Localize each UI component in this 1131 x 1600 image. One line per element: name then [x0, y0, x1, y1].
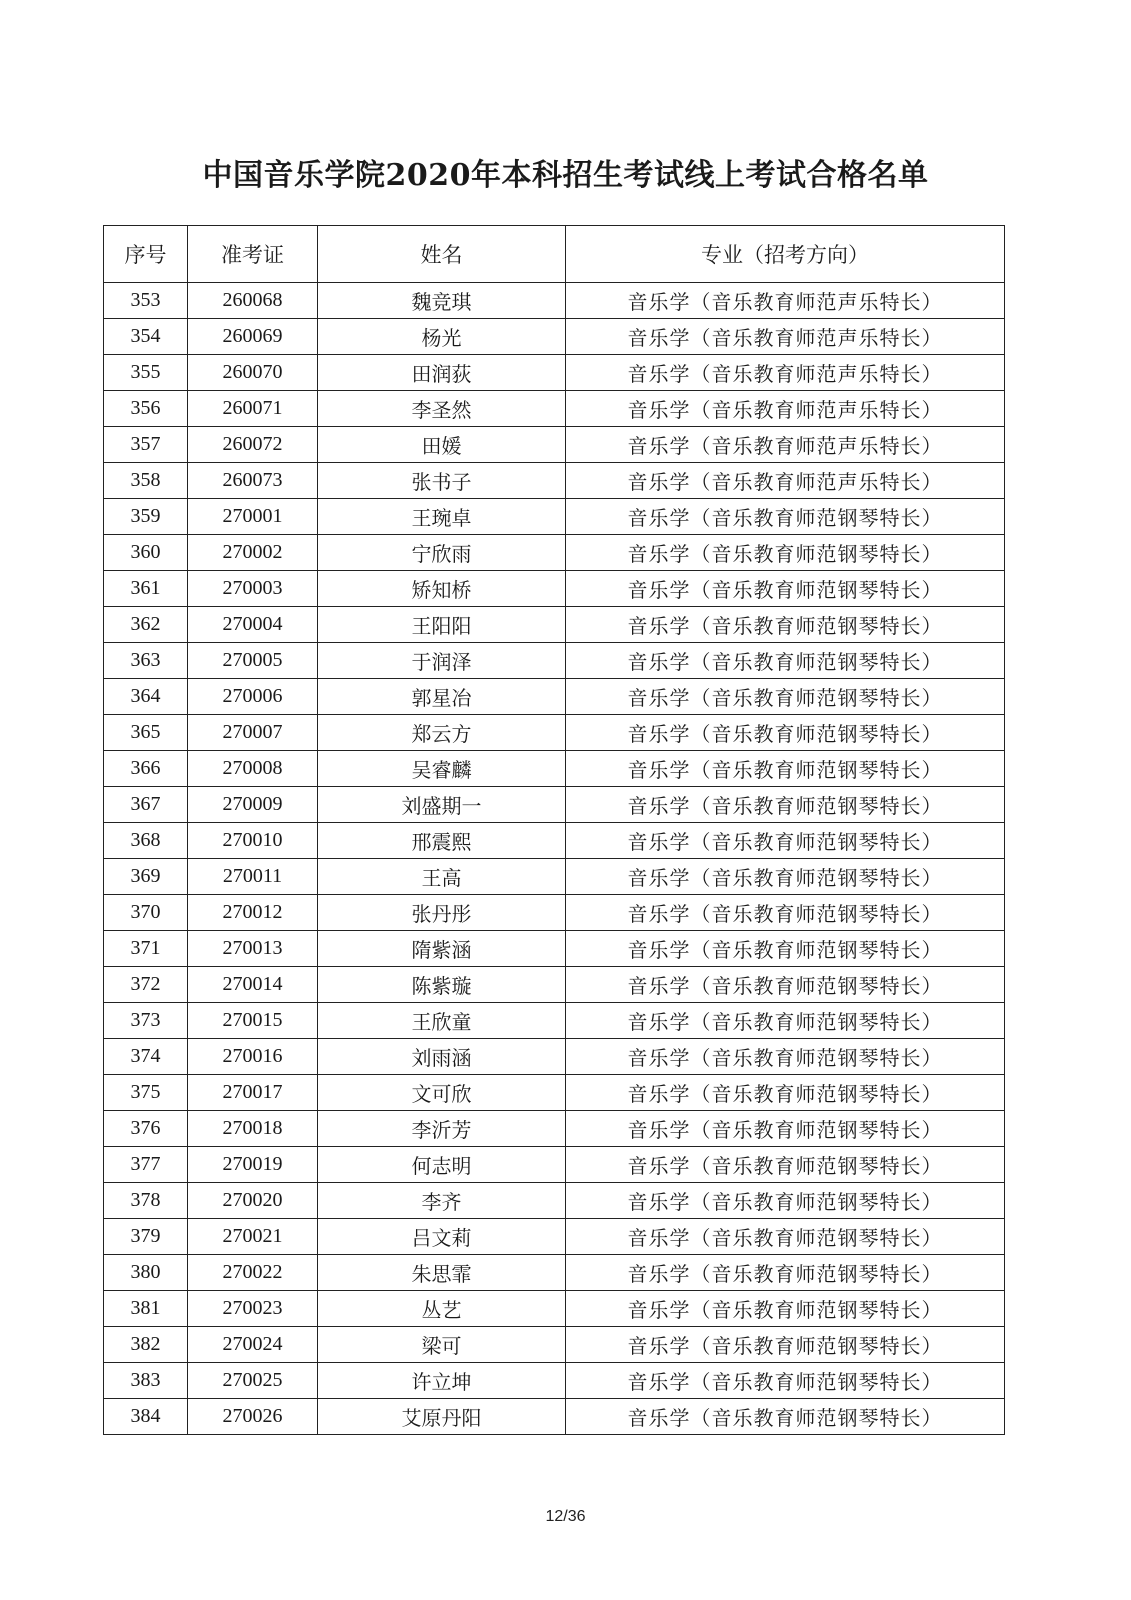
- cell-seq: 374: [104, 1039, 188, 1075]
- header-exam-id: 准考证: [188, 226, 318, 283]
- cell-major: 音乐学（音乐教育师范钢琴特长）: [566, 1219, 1005, 1255]
- cell-major: 音乐学（音乐教育师范声乐特长）: [566, 319, 1005, 355]
- cell-seq: 371: [104, 931, 188, 967]
- cell-seq: 376: [104, 1111, 188, 1147]
- header-major: 专业（招考方向）: [566, 226, 1005, 283]
- cell-name: 梁可: [318, 1327, 566, 1363]
- cell-major: 音乐学（音乐教育师范钢琴特长）: [566, 1291, 1005, 1327]
- cell-exam-id: 270024: [188, 1327, 318, 1363]
- cell-seq: 361: [104, 571, 188, 607]
- cell-major: 音乐学（音乐教育师范钢琴特长）: [566, 1147, 1005, 1183]
- cell-exam-id: 270003: [188, 571, 318, 607]
- cell-name: 吕文莉: [318, 1219, 566, 1255]
- cell-exam-id: 270009: [188, 787, 318, 823]
- cell-name: 张书子: [318, 463, 566, 499]
- cell-seq: 365: [104, 715, 188, 751]
- cell-exam-id: 270019: [188, 1147, 318, 1183]
- cell-name: 王欣童: [318, 1003, 566, 1039]
- cell-name: 郭星冶: [318, 679, 566, 715]
- cell-major: 音乐学（音乐教育师范钢琴特长）: [566, 1075, 1005, 1111]
- cell-seq: 353: [104, 283, 188, 319]
- page-title: 中国音乐学院2020年本科招生考试线上考试合格名单: [202, 158, 929, 193]
- header-row: [104, 226, 1005, 283]
- cell-seq: 354: [104, 319, 188, 355]
- cell-name: 于润泽: [318, 643, 566, 679]
- cell-name: 艾原丹阳: [318, 1399, 566, 1435]
- table-row: [104, 751, 1005, 787]
- table-row: [104, 643, 1005, 679]
- cell-seq: 362: [104, 607, 188, 643]
- table-row: [104, 931, 1005, 967]
- cell-major: 音乐学（音乐教育师范钢琴特长）: [566, 499, 1005, 535]
- cell-seq: 372: [104, 967, 188, 1003]
- cell-seq: 359: [104, 499, 188, 535]
- table-row: [104, 859, 1005, 895]
- table-row: [104, 1327, 1005, 1363]
- cell-name: 杨光: [318, 319, 566, 355]
- table-row: [104, 1003, 1005, 1039]
- table-row: [104, 283, 1005, 319]
- cell-name: 魏竞琪: [318, 283, 566, 319]
- cell-name: 刘盛期一: [318, 787, 566, 823]
- cell-name: 朱思霏: [318, 1255, 566, 1291]
- table-row: [104, 787, 1005, 823]
- table-row: [104, 319, 1005, 355]
- cell-seq: 368: [104, 823, 188, 859]
- cell-major: 音乐学（音乐教育师范钢琴特长）: [566, 1327, 1005, 1363]
- cell-exam-id: 270002: [188, 535, 318, 571]
- cell-exam-id: 270021: [188, 1219, 318, 1255]
- cell-name: 何志明: [318, 1147, 566, 1183]
- cell-name: 田媛: [318, 427, 566, 463]
- cell-seq: 378: [104, 1183, 188, 1219]
- table-row: [104, 1399, 1005, 1435]
- cell-seq: 367: [104, 787, 188, 823]
- cell-exam-id: 270007: [188, 715, 318, 751]
- cell-name: 李沂芳: [318, 1111, 566, 1147]
- cell-name: 宁欣雨: [318, 535, 566, 571]
- cell-major: 音乐学（音乐教育师范钢琴特长）: [566, 823, 1005, 859]
- cell-exam-id: 270010: [188, 823, 318, 859]
- cell-major: 音乐学（音乐教育师范钢琴特长）: [566, 1183, 1005, 1219]
- table-row: [104, 823, 1005, 859]
- cell-major: 音乐学（音乐教育师范钢琴特长）: [566, 859, 1005, 895]
- cell-seq: 370: [104, 895, 188, 931]
- cell-seq: 382: [104, 1327, 188, 1363]
- cell-exam-id: 260068: [188, 283, 318, 319]
- table-header: [104, 226, 1005, 283]
- cell-major: 音乐学（音乐教育师范声乐特长）: [566, 283, 1005, 319]
- cell-name: 矫知桥: [318, 571, 566, 607]
- cell-seq: 366: [104, 751, 188, 787]
- cell-exam-id: 270006: [188, 679, 318, 715]
- cell-major: 音乐学（音乐教育师范钢琴特长）: [566, 1039, 1005, 1075]
- cell-name: 田润荻: [318, 355, 566, 391]
- cell-seq: 363: [104, 643, 188, 679]
- cell-major: 音乐学（音乐教育师范钢琴特长）: [566, 1399, 1005, 1435]
- cell-name: 邢震熙: [318, 823, 566, 859]
- table-row: [104, 715, 1005, 751]
- cell-seq: 375: [104, 1075, 188, 1111]
- header-seq: 序号: [104, 226, 188, 283]
- cell-exam-id: 270016: [188, 1039, 318, 1075]
- table-row: [104, 1075, 1005, 1111]
- table-row: [104, 1219, 1005, 1255]
- cell-seq: 379: [104, 1219, 188, 1255]
- cell-name: 陈紫璇: [318, 967, 566, 1003]
- cell-exam-id: 270023: [188, 1291, 318, 1327]
- cell-name: 丛艺: [318, 1291, 566, 1327]
- cell-exam-id: 260071: [188, 391, 318, 427]
- table-row: [104, 1291, 1005, 1327]
- cell-exam-id: 270004: [188, 607, 318, 643]
- cell-major: 音乐学（音乐教育师范钢琴特长）: [566, 535, 1005, 571]
- cell-seq: 358: [104, 463, 188, 499]
- cell-seq: 360: [104, 535, 188, 571]
- cell-major: 音乐学（音乐教育师范钢琴特长）: [566, 571, 1005, 607]
- table-row: [104, 895, 1005, 931]
- cell-seq: 377: [104, 1147, 188, 1183]
- cell-exam-id: 260070: [188, 355, 318, 391]
- cell-name: 许立坤: [318, 1363, 566, 1399]
- table-row: [104, 499, 1005, 535]
- cell-name: 王琬卓: [318, 499, 566, 535]
- cell-name: 张丹彤: [318, 895, 566, 931]
- cell-seq: 373: [104, 1003, 188, 1039]
- table-row: [104, 427, 1005, 463]
- table-row: [104, 571, 1005, 607]
- cell-name: 吴睿麟: [318, 751, 566, 787]
- table-row: [104, 391, 1005, 427]
- table-row: [104, 1111, 1005, 1147]
- table-row: [104, 1255, 1005, 1291]
- table-row: [104, 967, 1005, 1003]
- cell-major: 音乐学（音乐教育师范钢琴特长）: [566, 715, 1005, 751]
- cell-major: 音乐学（音乐教育师范钢琴特长）: [566, 787, 1005, 823]
- table-row: [104, 355, 1005, 391]
- cell-exam-id: 270015: [188, 1003, 318, 1039]
- cell-major: 音乐学（音乐教育师范钢琴特长）: [566, 679, 1005, 715]
- cell-exam-id: 270018: [188, 1111, 318, 1147]
- table-row: [104, 1363, 1005, 1399]
- cell-name: 文可欣: [318, 1075, 566, 1111]
- cell-major: 音乐学（音乐教育师范钢琴特长）: [566, 751, 1005, 787]
- cell-major: 音乐学（音乐教育师范声乐特长）: [566, 355, 1005, 391]
- cell-exam-id: 270022: [188, 1255, 318, 1291]
- cell-major: 音乐学（音乐教育师范钢琴特长）: [566, 931, 1005, 967]
- cell-exam-id: 270013: [188, 931, 318, 967]
- cell-name: 李齐: [318, 1183, 566, 1219]
- cell-exam-id: 260073: [188, 463, 318, 499]
- table-row: [104, 679, 1005, 715]
- cell-exam-id: 270014: [188, 967, 318, 1003]
- cell-seq: 384: [104, 1399, 188, 1435]
- cell-major: 音乐学（音乐教育师范钢琴特长）: [566, 1111, 1005, 1147]
- table-row: [104, 1039, 1005, 1075]
- table-row: [104, 535, 1005, 571]
- cell-exam-id: 270011: [188, 859, 318, 895]
- cell-seq: 380: [104, 1255, 188, 1291]
- cell-seq: 356: [104, 391, 188, 427]
- table-row: [104, 463, 1005, 499]
- cell-seq: 381: [104, 1291, 188, 1327]
- cell-exam-id: 260072: [188, 427, 318, 463]
- cell-exam-id: 270025: [188, 1363, 318, 1399]
- cell-name: 王高: [318, 859, 566, 895]
- table-row: [104, 607, 1005, 643]
- cell-seq: 357: [104, 427, 188, 463]
- table-row: [104, 1183, 1005, 1219]
- cell-major: 音乐学（音乐教育师范钢琴特长）: [566, 967, 1005, 1003]
- cell-exam-id: 270020: [188, 1183, 318, 1219]
- cell-seq: 364: [104, 679, 188, 715]
- header-name: 姓名: [318, 226, 566, 283]
- cell-major: 音乐学（音乐教育师范钢琴特长）: [566, 607, 1005, 643]
- cell-name: 王阳阳: [318, 607, 566, 643]
- cell-exam-id: 270026: [188, 1399, 318, 1435]
- cell-seq: 383: [104, 1363, 188, 1399]
- cell-exam-id: 260069: [188, 319, 318, 355]
- cell-major: 音乐学（音乐教育师范声乐特长）: [566, 463, 1005, 499]
- cell-major: 音乐学（音乐教育师范钢琴特长）: [566, 1003, 1005, 1039]
- cell-name: 刘雨涵: [318, 1039, 566, 1075]
- cell-seq: 355: [104, 355, 188, 391]
- page-number: 12/36: [545, 1508, 586, 1525]
- table-row: [104, 1147, 1005, 1183]
- cell-name: 李圣然: [318, 391, 566, 427]
- cell-major: 音乐学（音乐教育师范钢琴特长）: [566, 895, 1005, 931]
- cell-seq: 369: [104, 859, 188, 895]
- cell-exam-id: 270005: [188, 643, 318, 679]
- cell-name: 郑云方: [318, 715, 566, 751]
- cell-name: 隋紫涵: [318, 931, 566, 967]
- cell-major: 音乐学（音乐教育师范钢琴特长）: [566, 1363, 1005, 1399]
- cell-exam-id: 270012: [188, 895, 318, 931]
- admission-roster-table: [103, 225, 1005, 1435]
- cell-major: 音乐学（音乐教育师范钢琴特长）: [566, 643, 1005, 679]
- cell-major: 音乐学（音乐教育师范声乐特长）: [566, 427, 1005, 463]
- table-body: [104, 283, 1005, 1435]
- cell-exam-id: 270001: [188, 499, 318, 535]
- cell-major: 音乐学（音乐教育师范声乐特长）: [566, 391, 1005, 427]
- cell-exam-id: 270008: [188, 751, 318, 787]
- cell-exam-id: 270017: [188, 1075, 318, 1111]
- cell-major: 音乐学（音乐教育师范钢琴特长）: [566, 1255, 1005, 1291]
